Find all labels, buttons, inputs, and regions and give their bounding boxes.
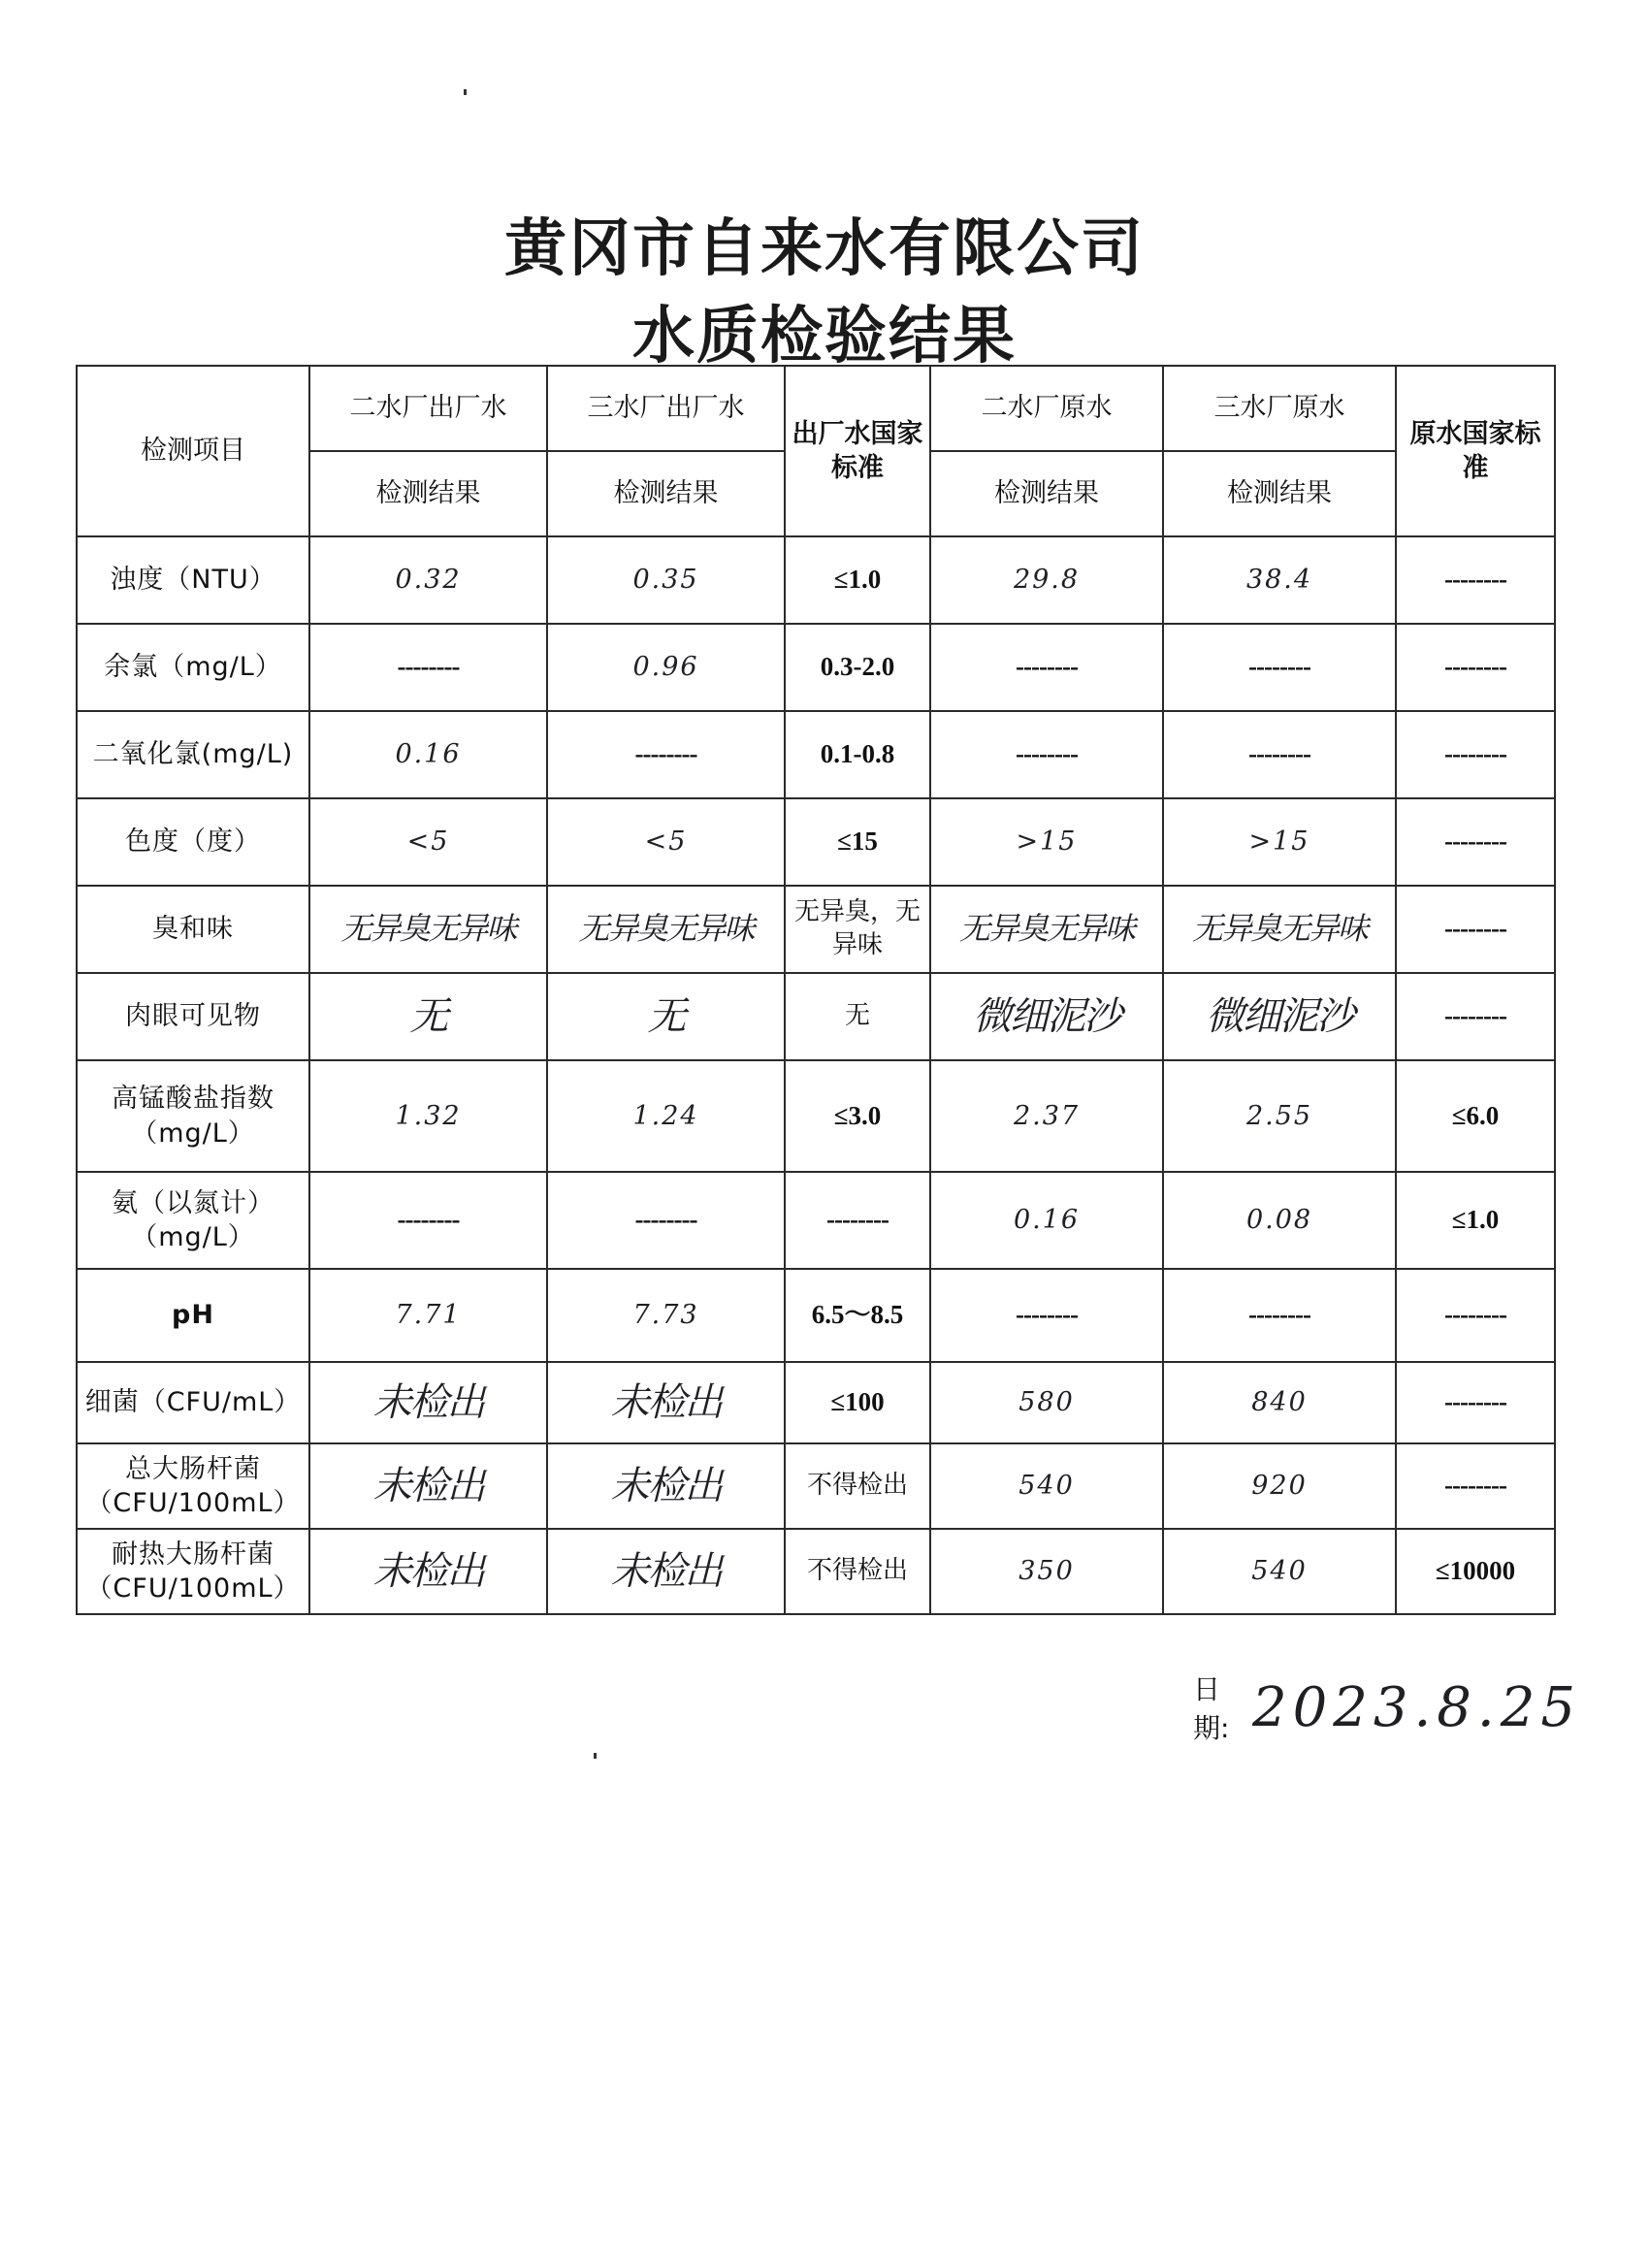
cell-plant3-raw: >15 <box>1163 798 1396 886</box>
cell-plant3-out: <5 <box>547 798 785 886</box>
table-row <box>77 798 1555 886</box>
cell-plant3-out: 未检出 <box>547 1362 785 1443</box>
header-raw-std: 原水国家标准 <box>1396 366 1555 536</box>
header-plant3-out: 三水厂出厂水 <box>547 366 785 451</box>
cell-plant2-raw: 580 <box>930 1362 1163 1443</box>
cell-plant3-raw: 0.08 <box>1163 1172 1396 1269</box>
cell-raw-std: -------- <box>1396 536 1555 624</box>
cell-plant2-out: 无异臭无异味 <box>309 886 547 973</box>
header-result: 检测结果 <box>930 451 1163 536</box>
table-row <box>77 1060 1555 1172</box>
cell-out-std: 无异臭，无异味 <box>785 886 930 973</box>
cell-plant2-out: -------- <box>309 1172 547 1269</box>
cell-plant2-raw: 540 <box>930 1443 1163 1529</box>
report-date <box>1193 1669 1581 1746</box>
row-item: pH <box>77 1269 309 1362</box>
cell-raw-std: -------- <box>1396 886 1555 973</box>
table-row <box>77 1443 1555 1529</box>
cell-plant2-raw: -------- <box>930 624 1163 711</box>
cell-plant3-raw: 540 <box>1163 1529 1396 1614</box>
scan-speck <box>594 1753 597 1759</box>
table-row <box>77 1269 1555 1362</box>
cell-out-std: 无 <box>785 973 930 1060</box>
cell-plant3-raw: -------- <box>1163 624 1396 711</box>
row-item: 总大肠杆菌（CFU/100mL） <box>77 1443 309 1529</box>
cell-plant2-out: 无 <box>309 973 547 1060</box>
cell-plant2-raw: 无异臭无异味 <box>930 886 1163 973</box>
cell-plant2-out: 0.16 <box>309 711 547 798</box>
cell-plant2-raw: -------- <box>930 1269 1163 1362</box>
table-row <box>77 1529 1555 1614</box>
cell-plant3-out: 未检出 <box>547 1443 785 1529</box>
cell-raw-std: ≤6.0 <box>1396 1060 1555 1172</box>
cell-out-std: -------- <box>785 1172 930 1269</box>
cell-out-std: ≤3.0 <box>785 1060 930 1172</box>
cell-plant3-out: 无 <box>547 973 785 1060</box>
header-result: 检测结果 <box>309 451 547 536</box>
cell-out-std: 不得检出 <box>785 1529 930 1614</box>
cell-plant2-raw: 350 <box>930 1529 1163 1614</box>
row-item: 余氯（mg/L） <box>77 624 309 711</box>
report-title: 水质检验结果 <box>632 301 1017 373</box>
cell-out-std: ≤1.0 <box>785 536 930 624</box>
cell-plant2-out: 0.32 <box>309 536 547 624</box>
cell-plant3-out: -------- <box>547 1172 785 1269</box>
cell-raw-std: -------- <box>1396 1269 1555 1362</box>
cell-out-std: 不得检出 <box>785 1443 930 1529</box>
header-out-std: 出厂水国家标准 <box>785 366 930 536</box>
cell-out-std: 6.5～8.5 <box>785 1269 930 1362</box>
cell-plant3-raw: 840 <box>1163 1362 1396 1443</box>
cell-plant3-out: 1.24 <box>547 1060 785 1172</box>
cell-out-std: ≤15 <box>785 798 930 886</box>
table-row <box>77 711 1555 798</box>
header-plant2-raw: 二水厂原水 <box>930 366 1163 451</box>
row-item: 浊度（NTU） <box>77 536 309 624</box>
row-item: 肉眼可见物 <box>77 973 309 1060</box>
cell-plant2-out: <5 <box>309 798 547 886</box>
row-item: 色度（度） <box>77 798 309 886</box>
cell-plant2-out: 未检出 <box>309 1362 547 1443</box>
row-item: 氨（以氮计）（mg/L） <box>77 1172 309 1269</box>
row-item: 臭和味 <box>77 886 309 973</box>
cell-raw-std: -------- <box>1396 711 1555 798</box>
cell-plant2-out: 7.71 <box>309 1269 547 1362</box>
cell-plant2-raw: 微细泥沙 <box>930 973 1163 1060</box>
water-quality-table <box>76 365 1556 1615</box>
cell-out-std: 0.1-0.8 <box>785 711 930 798</box>
cell-plant3-out: 0.35 <box>547 536 785 624</box>
cell-plant3-raw: -------- <box>1163 1269 1396 1362</box>
cell-plant2-raw: >15 <box>930 798 1163 886</box>
header-item: 检测项目 <box>77 366 309 536</box>
header-plant2-out: 二水厂出厂水 <box>309 366 547 451</box>
table-row <box>77 973 1555 1060</box>
row-item: 二氧化氯(mg/L) <box>77 711 309 798</box>
cell-plant3-out: 无异臭无异味 <box>547 886 785 973</box>
cell-raw-std: -------- <box>1396 973 1555 1060</box>
cell-plant3-raw: 920 <box>1163 1443 1396 1529</box>
table-row <box>77 624 1555 711</box>
cell-raw-std: -------- <box>1396 624 1555 711</box>
table-row <box>77 1362 1555 1443</box>
table-row <box>77 886 1555 973</box>
scan-speck <box>464 89 467 95</box>
header-result: 检测结果 <box>1163 451 1396 536</box>
cell-plant3-raw: 38.4 <box>1163 536 1396 624</box>
cell-out-std: ≤100 <box>785 1362 930 1443</box>
date-label: 日期: <box>1193 1673 1230 1744</box>
cell-plant2-out: -------- <box>309 624 547 711</box>
table-row <box>77 536 1555 624</box>
cell-plant2-out: 1.32 <box>309 1060 547 1172</box>
cell-plant3-raw: 无异臭无异味 <box>1163 886 1396 973</box>
cell-plant2-raw: 0.16 <box>930 1172 1163 1269</box>
cell-plant3-out: 未检出 <box>547 1529 785 1614</box>
cell-plant3-out: 0.96 <box>547 624 785 711</box>
cell-raw-std: ≤1.0 <box>1396 1172 1555 1269</box>
date-value: 2023.8.25 <box>1251 1675 1581 1739</box>
cell-plant2-out: 未检出 <box>309 1443 547 1529</box>
cell-plant2-out: 未检出 <box>309 1529 547 1614</box>
header-plant3-raw: 三水厂原水 <box>1163 366 1396 451</box>
cell-raw-std: ≤10000 <box>1396 1529 1555 1614</box>
cell-out-std: 0.3-2.0 <box>785 624 930 711</box>
cell-plant3-out: 7.73 <box>547 1269 785 1362</box>
table-row <box>77 1172 1555 1269</box>
header-result: 检测结果 <box>547 451 785 536</box>
cell-raw-std: -------- <box>1396 1362 1555 1443</box>
cell-plant2-raw: 29.8 <box>930 536 1163 624</box>
cell-plant3-out: -------- <box>547 711 785 798</box>
cell-raw-std: -------- <box>1396 798 1555 886</box>
cell-plant2-raw: 2.37 <box>930 1060 1163 1172</box>
cell-plant3-raw: 微细泥沙 <box>1163 973 1396 1060</box>
row-item: 高锰酸盐指数（mg/L） <box>77 1060 309 1172</box>
row-item: 耐热大肠杆菌（CFU/100mL） <box>77 1529 309 1614</box>
row-item: 细菌（CFU/mL） <box>77 1362 309 1443</box>
company-title: 黄冈市自来水有限公司 <box>504 213 1145 285</box>
cell-plant3-raw: -------- <box>1163 711 1396 798</box>
cell-raw-std: -------- <box>1396 1443 1555 1529</box>
cell-plant3-raw: 2.55 <box>1163 1060 1396 1172</box>
cell-plant2-raw: -------- <box>930 711 1163 798</box>
